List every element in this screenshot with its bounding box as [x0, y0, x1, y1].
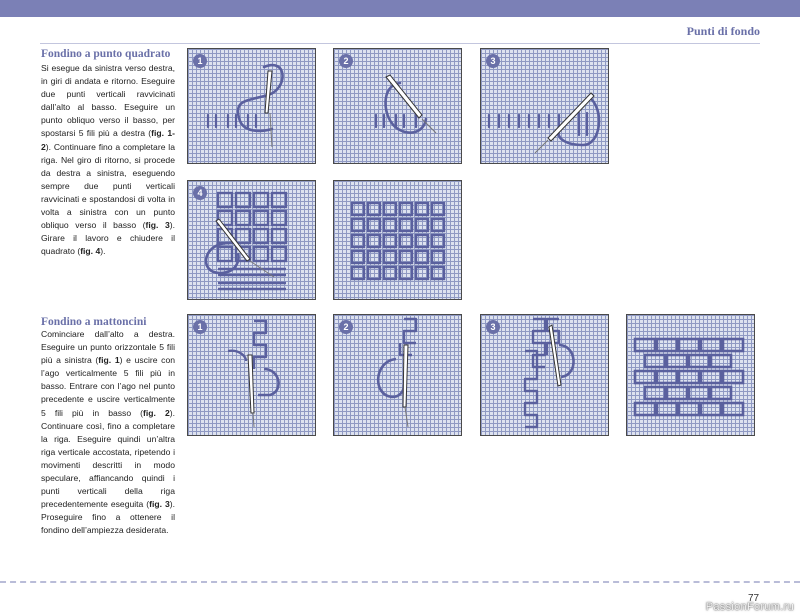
fig-ref: fig. 3 — [149, 499, 170, 510]
block-text-mattoncini — [41, 328, 175, 538]
text-part: ). Continuare così, fino a completare la riga. Eseguire quindi un’altra riga verticale accostata, ripetendo i movimenti descritti in modo speculare, affiancando quindi i punti verticali della riga precedentemente eseguita ( — [41, 407, 175, 510]
fig-ref: fig. 3 — [145, 220, 170, 231]
watermark: PassionForum.ru — [705, 601, 794, 613]
figure-quadrato-1 — [187, 48, 316, 164]
figure-number-badge: 1 — [193, 320, 207, 334]
page-number: 77 — [748, 593, 760, 604]
text-part: ) e uscire con l’ago verticalmente 5 fili più in basso. Entrare con l’ago nel punto precedente e uscire verticalmente 5 fili più in basso ( — [41, 355, 175, 418]
finished-pattern — [627, 315, 754, 435]
figure-mattoncini-3 — [480, 314, 609, 436]
text-part: ). Girare il lavoro e chiudere il quadrato ( — [41, 220, 175, 257]
footer-dashed-rule — [0, 581, 800, 583]
figure-number-badge: 3 — [486, 320, 500, 334]
stitch-diagram — [188, 181, 315, 299]
finished-pattern — [334, 181, 461, 299]
text-part: ). — [100, 246, 106, 257]
figure-quadrato-2 — [333, 48, 462, 164]
stitch-diagram — [334, 315, 461, 435]
fig-ref: fig. 1-2 — [41, 128, 175, 152]
section-title: Punti di fondo — [686, 24, 760, 38]
figure-number-badge: 2 — [339, 54, 353, 68]
text-part: Si esegue da sinistra verso destra, in giri di andata e ritorno. Eseguire due punti verticali ravvicinati dall’alto al basso. Eseguire un punto obliquo verso il basso, per spostarsi 5 fili più a destra ( — [41, 63, 175, 139]
figure-quadrato-finished — [333, 180, 462, 300]
top-color-bar — [0, 0, 800, 17]
fig-ref: fig. 2 — [143, 407, 170, 418]
fig-ref: fig. 4 — [80, 246, 101, 257]
figure-number-badge: 1 — [193, 54, 207, 68]
block-title-punto-quadrato: Fondino a punto quadrato — [41, 48, 171, 60]
figure-mattoncini-2 — [333, 314, 462, 436]
text-part: ). Continuare fino a completare la riga. Nel giro di ritorno, si procede da destra a sinistra, eseguendo sempre due punti verticali ravvicinati e spostandosi di volta in volta a sinistra con un punto obliquo verso il basso ( — [41, 141, 175, 231]
figure-number-badge: 4 — [193, 186, 207, 200]
figure-quadrato-4 — [187, 180, 316, 300]
figure-number-badge: 2 — [339, 320, 353, 334]
stitch-diagram — [481, 315, 608, 435]
header-rule — [40, 43, 760, 44]
stitch-diagram — [188, 49, 315, 163]
figure-quadrato-3 — [480, 48, 609, 164]
block-text-punto-quadrato — [41, 62, 175, 258]
stitch-diagram — [188, 315, 315, 435]
fig-ref: fig. 1 — [98, 355, 120, 366]
text-part: ). Proseguire fino a ottenere il fondino dell’ampiezza desiderata. — [41, 499, 176, 536]
block-title-mattoncini: Fondino a mattoncini — [41, 316, 147, 328]
stitch-diagram — [481, 49, 608, 163]
figure-mattoncini-1 — [187, 314, 316, 436]
figure-number-badge: 3 — [486, 54, 500, 68]
text-part: Cominciare dall’alto a destra. Eseguire un punto orizzontale 5 fili più a sinistra ( — [41, 329, 175, 366]
figure-mattoncini-finished — [626, 314, 755, 436]
stitch-diagram — [334, 49, 461, 163]
